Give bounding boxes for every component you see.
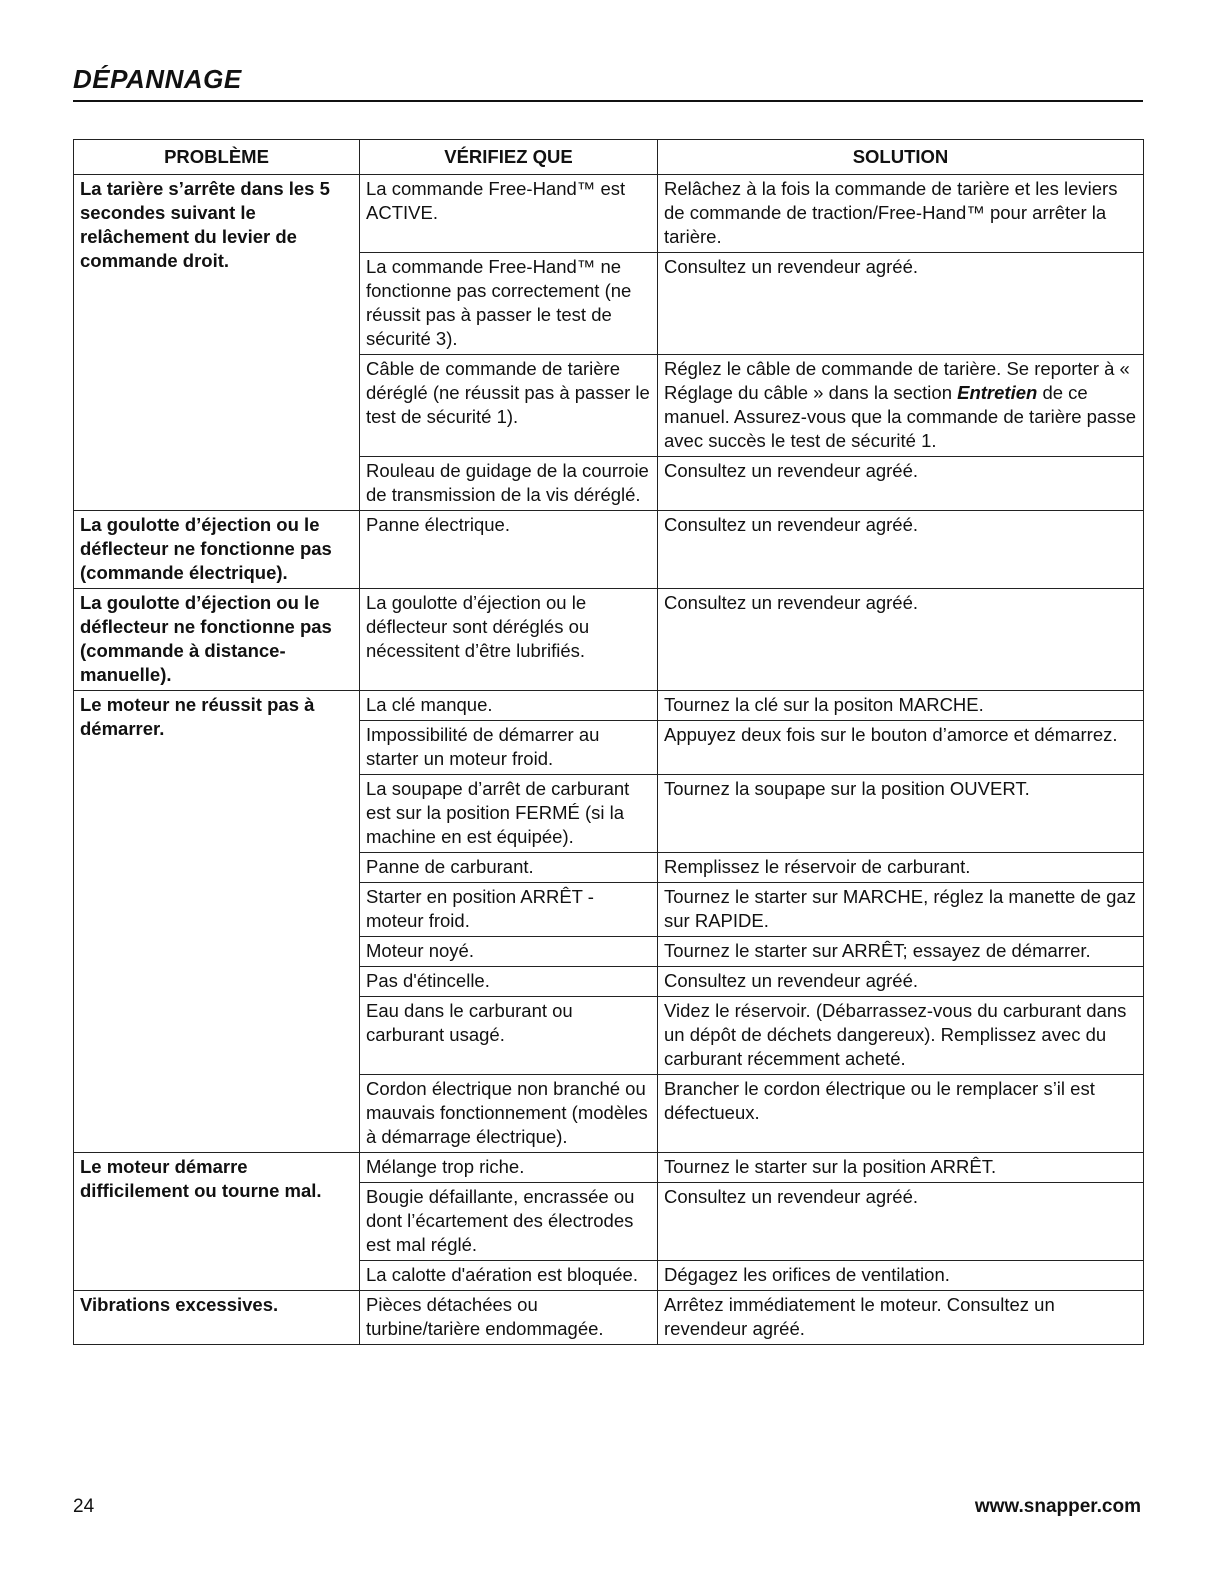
problem-cell: Vibrations excessives. [74, 1291, 360, 1345]
problem-cell: Le moteur ne réussit pas à démarrer. [74, 691, 360, 1153]
problem-cell: Le moteur démarre difficilement ou tourne mal. [74, 1153, 360, 1291]
solution-cell: Tournez la clé sur la positon MARCHE. [658, 691, 1144, 721]
problem-cell: La tarière s’arrête dans les 5 secondes suivant le relâchement du levier de commande droit. [74, 175, 360, 511]
solution-cell: Consultez un revendeur agréé. [658, 589, 1144, 691]
table-row [74, 511, 1144, 589]
table-row [74, 691, 1144, 721]
solution-cell: Relâchez à la fois la commande de tarière et les leviers de commande de traction/Free-Hand™ pour arrêter la tarière. [658, 175, 1144, 253]
check-cell: Impossibilité de démarrer au starter un moteur froid. [360, 721, 658, 775]
solution-cell: Tournez le starter sur la position ARRÊT. [658, 1153, 1144, 1183]
solution-cell [658, 355, 1144, 457]
page-number: 24 [73, 1496, 95, 1517]
check-cell: Câble de commande de tarière déréglé (ne réussit pas à passer le test de sécurité 1). [360, 355, 658, 457]
solution-text: Réglez le câble de commande de tarière. Se reporter à « Réglage du câble » dans la section [664, 358, 1130, 403]
solution-cell: Videz le réservoir. (Débarrassez-vous du carburant dans un dépôt de déchets dangereux). Remplissez avec du carburant récemment acheté. [658, 997, 1144, 1075]
solution-cell: Consultez un revendeur agréé. [658, 967, 1144, 997]
solution-cell: Arrêtez immédiatement le moteur. Consultez un revendeur agréé. [658, 1291, 1144, 1345]
table-row [74, 1153, 1144, 1183]
check-cell: Pièces détachées ou turbine/tarière endommagée. [360, 1291, 658, 1345]
problem-cell: La goulotte d’éjection ou le déflecteur ne fonctionne pas (commande à distance-manuelle). [74, 589, 360, 691]
check-cell: Panne électrique. [360, 511, 658, 589]
check-cell: Starter en position ARRÊT - moteur froid. [360, 883, 658, 937]
solution-cell: Consultez un revendeur agréé. [658, 253, 1144, 355]
table-row [74, 175, 1144, 253]
solution-cell: Tournez le starter sur ARRÊT; essayez de démarrer. [658, 937, 1144, 967]
solution-cell: Consultez un revendeur agréé. [658, 1183, 1144, 1261]
solution-text: de ce manuel. Assurez-vous que la commande de tarière passe avec succès le test de sécurité 1. [664, 382, 1137, 451]
website-url: www.snapper.com [974, 1496, 1141, 1517]
solution-cell: Brancher le cordon électrique ou le remplacer s’il est défectueux. [658, 1075, 1144, 1153]
check-cell: La calotte d'aération est bloquée. [360, 1261, 658, 1291]
troubleshooting-table [73, 139, 1144, 1345]
check-cell: Moteur noyé. [360, 937, 658, 967]
check-cell: Mélange trop riche. [360, 1153, 658, 1183]
solution-cell: Appuyez deux fois sur le bouton d’amorce et démarrez. [658, 721, 1144, 775]
check-cell: La soupape d’arrêt de carburant est sur la position FERMÉ (si la machine en est équipée). [360, 775, 658, 853]
check-cell: Eau dans le carburant ou carburant usagé. [360, 997, 658, 1075]
check-cell: La goulotte d’éjection ou le déflecteur sont déréglés ou nécessitent d’être lubrifiés. [360, 589, 658, 691]
title-divider [73, 100, 1143, 102]
check-cell: La commande Free-Hand™ est ACTIVE. [360, 175, 658, 253]
table-row [74, 1291, 1144, 1345]
solution-cell: Consultez un revendeur agréé. [658, 511, 1144, 589]
check-cell: Cordon électrique non branché ou mauvais fonctionnement (modèles à démarrage électrique). [360, 1075, 658, 1153]
column-header-problem: PROBLÈME [74, 140, 360, 175]
check-cell: La commande Free-Hand™ ne fonctionne pas correctement (ne réussit pas à passer le test de sécurité 3). [360, 253, 658, 355]
check-cell: Pas d'étincelle. [360, 967, 658, 997]
check-cell: Bougie défaillante, encrassée ou dont l’écartement des électrodes est mal réglé. [360, 1183, 658, 1261]
check-cell: Panne de carburant. [360, 853, 658, 883]
check-cell: Rouleau de guidage de la courroie de transmission de la vis déréglé. [360, 457, 658, 511]
table-row [74, 589, 1144, 691]
table-header-row [74, 140, 1144, 175]
check-cell: La clé manque. [360, 691, 658, 721]
problem-cell: La goulotte d’éjection ou le déflecteur ne fonctionne pas (commande électrique). [74, 511, 360, 589]
solution-cell: Tournez la soupape sur la position OUVERT. [658, 775, 1144, 853]
column-header-solution: SOLUTION [658, 140, 1144, 175]
section-reference: Entretien [957, 382, 1038, 403]
column-header-check: VÉRIFIEZ QUE [360, 140, 658, 175]
solution-cell: Tournez le starter sur MARCHE, réglez la manette de gaz sur RAPIDE. [658, 883, 1144, 937]
page-title: DÉPANNAGE [73, 64, 242, 94]
solution-cell: Consultez un revendeur agréé. [658, 457, 1144, 511]
solution-cell: Dégagez les orifices de ventilation. [658, 1261, 1144, 1291]
solution-cell: Remplissez le réservoir de carburant. [658, 853, 1144, 883]
